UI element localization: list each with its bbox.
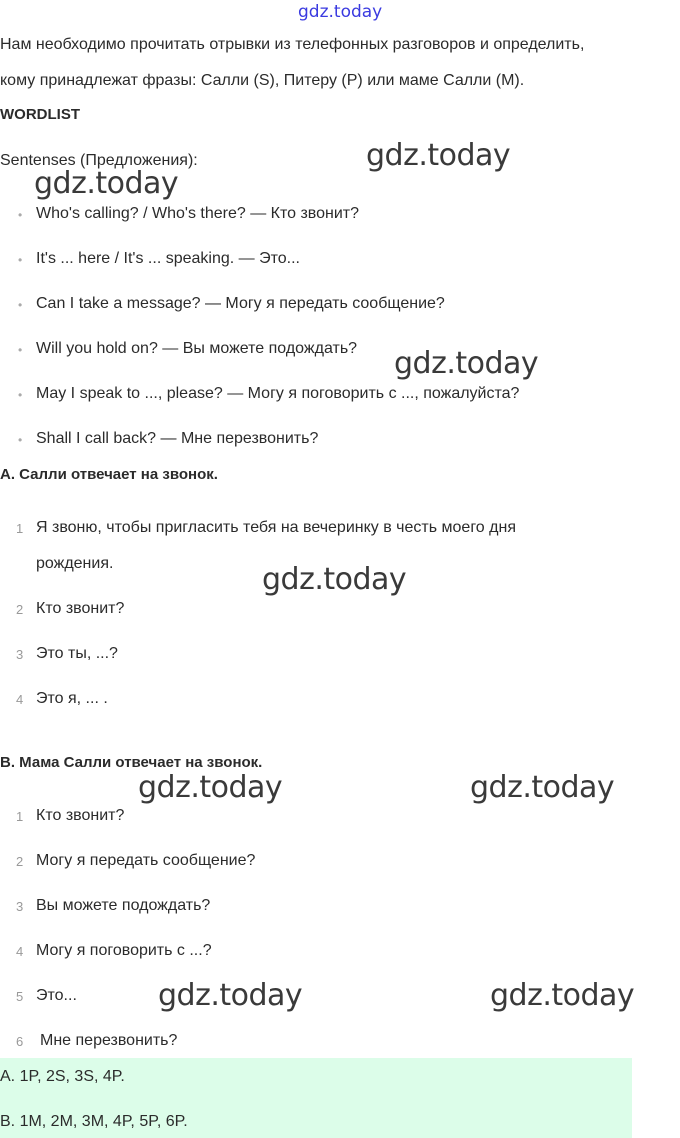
watermark: gdz.today [34, 166, 179, 201]
list-item: Это я, ... . [36, 690, 108, 707]
list-item: Кто звонит? [36, 600, 125, 617]
intro-line-1: Нам необходимо прочитать отрывки из телефонных разговоров и определить, [0, 36, 585, 53]
bullet-icon: • [18, 208, 23, 222]
watermark: gdz.today [470, 770, 615, 805]
bullet-icon: • [18, 433, 23, 447]
bullet-icon: • [18, 253, 23, 267]
list-item: Who's calling? / Who's there? — Кто звонит? [36, 205, 360, 222]
item-number: 1 [16, 809, 24, 824]
watermark-top: gdz.today [298, 2, 383, 22]
watermark: gdz.today [366, 138, 511, 173]
item-number: 2 [16, 854, 24, 869]
item-number: 3 [16, 647, 24, 662]
section-b-title: B. Мама Салли отвечает на звонок. [0, 754, 263, 771]
list-item: Я звоню, чтобы пригласить тебя на вечеринку в честь моего дня [36, 519, 516, 536]
list-item: Вы можете подождать? [36, 897, 211, 914]
item-number: 3 [16, 899, 24, 914]
wordlist-title: WORDLIST [0, 106, 80, 123]
answer-a: A. 1P, 2S, 3S, 4P. [0, 1068, 125, 1085]
list-item: May I speak to ..., please? — Могу я поговорить с ..., пожалуйста? [36, 385, 520, 402]
watermark: gdz.today [394, 346, 539, 381]
item-number: 4 [16, 692, 24, 707]
sentences-title: Sentenses (Предложения): [0, 152, 198, 169]
answer-b: B. 1M, 2M, 3M, 4P, 5P, 6P. [0, 1113, 188, 1130]
watermark: gdz.today [490, 978, 635, 1013]
list-item: Кто звонит? [36, 807, 125, 824]
watermark: gdz.today [138, 770, 283, 805]
item-number: 1 [16, 521, 24, 536]
bullet-icon: • [18, 343, 23, 357]
list-item-continuation: рождения. [36, 555, 114, 572]
item-number: 6 [16, 1034, 24, 1049]
list-item: Могу я поговорить с ...? [36, 942, 212, 959]
list-item: Это ты, ...? [36, 645, 118, 662]
item-number: 5 [16, 989, 24, 1004]
answers-box [0, 1058, 632, 1138]
bullet-icon: • [18, 298, 23, 312]
item-number: 4 [16, 944, 24, 959]
list-item: Will you hold on? — Вы можете подождать? [36, 340, 358, 357]
bullet-icon: • [18, 388, 23, 402]
list-item: Мне перезвонить? [40, 1032, 178, 1049]
intro-line-2: кому принадлежат фразы: Салли (S), Питеру (P) или маме Салли (M). [0, 72, 525, 89]
list-item: Это... [36, 987, 77, 1004]
watermark: gdz.today [158, 978, 303, 1013]
list-item: Могу я передать сообщение? [36, 852, 256, 869]
list-item: It's ... here / It's ... speaking. — Это... [36, 250, 300, 267]
section-a-title: A. Салли отвечает на звонок. [0, 466, 218, 483]
list-item: Can I take a message? — Могу я передать сообщение? [36, 295, 445, 312]
watermark: gdz.today [262, 562, 407, 597]
item-number: 2 [16, 602, 24, 617]
list-item: Shall I call back? — Мне перезвонить? [36, 430, 319, 447]
